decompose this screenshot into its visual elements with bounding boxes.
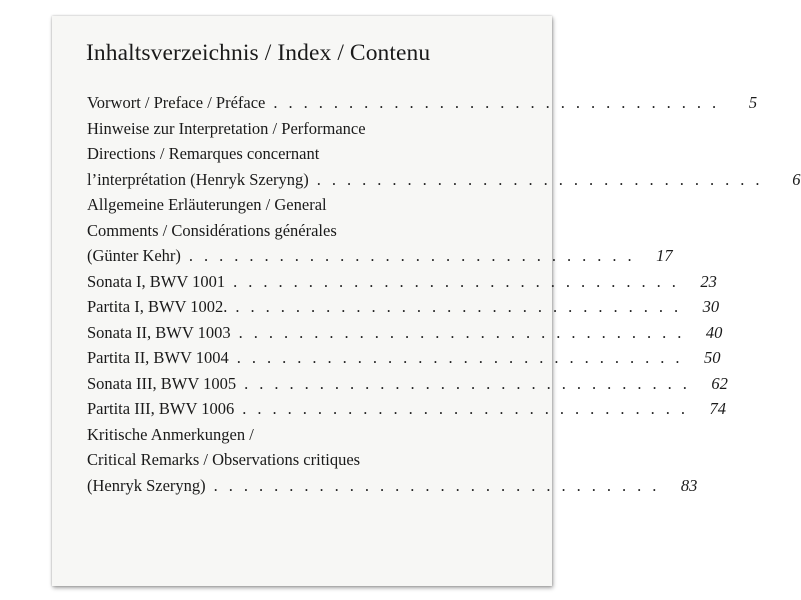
page-title: Inhaltsverzeichnis / Index / Contenu — [86, 40, 431, 66]
toc-entry-partita-1 — [87, 294, 720, 320]
toc-entry-partita-3 — [87, 396, 727, 422]
dot-leader: .............................. — [236, 348, 691, 367]
toc-entry-text: Sonata III, BWV 1005 — [87, 373, 237, 393]
toc-entry-text: Sonata II, BWV 1003 — [87, 322, 231, 342]
toc-entry-erlaeuterungen — [87, 192, 673, 269]
toc-entry-text: Partita I, BWV 1002. — [87, 297, 228, 316]
toc-page-number: 6 — [792, 169, 801, 189]
toc-entry-text: l’interprétation (Henryk Szeryng) — [87, 169, 309, 189]
toc-page-number: 83 — [680, 475, 698, 495]
table-of-contents — [87, 90, 801, 498]
toc-entry-sonata-2 — [87, 320, 723, 346]
toc-entry-text: Hinweise zur Interpretation / Performance — [87, 118, 366, 138]
toc-entry-text: Directions / Remarques concernant — [87, 144, 320, 163]
dot-leader: .............................. — [235, 297, 690, 316]
toc-entry-hinweise — [87, 116, 801, 193]
dot-leader: .............................. — [244, 373, 698, 393]
toc-entry-text: (Henryk Szeryng) — [87, 475, 206, 495]
document-page — [52, 16, 801, 586]
dot-leader: .............................. — [188, 246, 643, 265]
toc-entry-text: Allgemeine Erläuterungen / General — [87, 195, 327, 214]
toc-page-number: 40 — [705, 322, 723, 342]
toc-entry-text: Vorwort / Preface / Préface — [87, 93, 266, 112]
toc-entry-vorwort — [87, 90, 758, 116]
toc-entry-text: Partita III, BWV 1006 — [87, 399, 235, 418]
toc-page-number: 23 — [700, 271, 717, 291]
toc-page-number: 74 — [709, 399, 727, 418]
toc-entry-text: Sonata I, BWV 1001 — [87, 271, 226, 291]
toc-entry-kritische-anmerkungen — [87, 422, 698, 499]
toc-page-number: 50 — [704, 348, 721, 367]
toc-page-number: 5 — [748, 93, 758, 112]
toc-page-number: 30 — [702, 297, 720, 316]
dot-leader: .............................. — [316, 169, 771, 189]
toc-entry-text: Partita II, BWV 1004 — [87, 348, 229, 367]
toc-entry-text: Critical Remarks / Observations critiques — [87, 450, 361, 469]
toc-entry-sonata-1 — [87, 269, 717, 295]
toc-entry-partita-2 — [87, 345, 721, 371]
toc-entry-text: (Günter Kehr) — [87, 246, 181, 265]
toc-entry-text: Kritische Anmerkungen / — [87, 424, 254, 444]
dot-leader: .............................. — [242, 399, 697, 418]
dot-leader: .............................. — [273, 93, 728, 112]
toc-page-number: 62 — [711, 373, 728, 393]
dot-leader: .............................. — [238, 322, 693, 342]
toc-entry-text: Comments / Considérations générales — [87, 220, 337, 240]
dot-leader: .............................. — [233, 271, 687, 291]
toc-page-number: 17 — [656, 246, 673, 265]
toc-entry-sonata-3 — [87, 371, 728, 397]
dot-leader: .............................. — [213, 475, 668, 495]
